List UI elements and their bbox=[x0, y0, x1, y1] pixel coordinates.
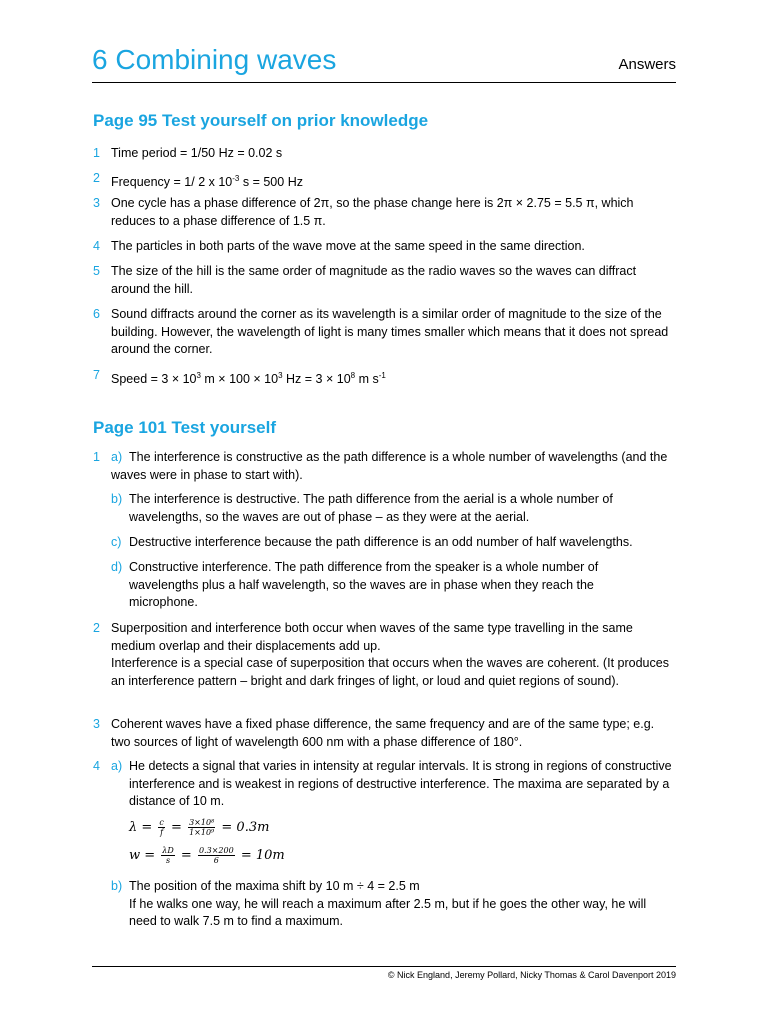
item-number: 6 bbox=[93, 307, 100, 321]
item-text: Superposition and interference both occur when waves of the same type travelling in the same medium overlap and their displacements add up. Interference is a special case of superposition that occurs when the waves are coherent. (It produces an interference pattern – bright and dark fringes of light, or loud and quiet regions of sound). bbox=[111, 621, 669, 688]
sub-label: a) bbox=[111, 759, 123, 773]
item-text: Destructive interference because the path difference is an odd number of half wavelengths. bbox=[129, 535, 633, 549]
item-text: One cycle has a phase difference of 2π, so the phase change here is 2π × 2.75 = 5.5 π, which reduces to a phase difference of 1.5 π. bbox=[111, 196, 634, 228]
sub-label: b) bbox=[111, 879, 123, 893]
section-heading-page95: Page 95 Test yourself on prior knowledge bbox=[93, 111, 429, 130]
item-text: Constructive interference. The path difference from the speaker is a whole number of wavelengths plus a half wavelength, so the waves are in phase when they reach the microphone. bbox=[129, 560, 599, 609]
footer-divider bbox=[92, 966, 676, 967]
chapter-title: 6 Combining waves bbox=[92, 44, 337, 75]
sub-label: a) bbox=[111, 450, 123, 464]
equation-fringe-width: w = $\frac{\lambda D}{s}$ = $\frac{0.3\times 200}{6}$ = 10m bbox=[129, 846, 285, 865]
equation-wavelength: λ = $\frac{c}{f}$ = $\frac{\text{3×10⁸}}{\text{1×10⁹}}$ = 0.3m bbox=[129, 818, 270, 837]
section-heading-page101: Page 101 Test yourself bbox=[93, 418, 276, 437]
item-number: 3 bbox=[93, 717, 100, 731]
item-number: 7 bbox=[93, 368, 100, 382]
sub-label: c) bbox=[111, 535, 122, 549]
item-number: 2 bbox=[93, 621, 100, 635]
item-text: The position of the maxima shift by 10 m ÷ 4 = 2.5 m If he walks one way, he will reach a maximum after 2.5 m, but if he goes the other way, he will need to walk 7.5 m to find a maximum. bbox=[129, 879, 647, 928]
sub-label: d) bbox=[111, 560, 123, 574]
item-number: 4 bbox=[93, 239, 100, 253]
sub-label: b) bbox=[111, 492, 123, 506]
item-number: 5 bbox=[93, 264, 100, 278]
item-number: 1 bbox=[93, 450, 100, 464]
item-text: The particles in both parts of the wave move at the same speed in the same direction. bbox=[111, 239, 585, 253]
item-text: He detects a signal that varies in intensity at regular intervals. It is strong in regions of constructive interference and is weakest in regions of destructive interference. The maxima are separated by a distance of 10 m. bbox=[129, 759, 672, 808]
fraction: $\frac{c}{f}$ bbox=[159, 818, 164, 837]
item-number: 4 bbox=[93, 759, 100, 773]
item-text: Time period = 1/50 Hz = 0.02 s bbox=[111, 146, 283, 160]
page-header bbox=[92, 40, 676, 83]
item-number: 1 bbox=[93, 146, 100, 160]
item-text: Speed = $3 \times 10^3$ $m \times 100 \times 10^3$ $Hz = 3 \times 10^8$ m $s^{-1}$ bbox=[111, 371, 386, 387]
answers-label: Answers bbox=[618, 56, 676, 73]
copyright-footer: © Nick England, Jeremy Pollard, Nicky Thomas & Carol Davenport 2019 bbox=[387, 970, 676, 980]
item-text: Coherent waves have a fixed phase difference, the same frequency and are of the same type; e.g. two sources of light of wavelength 600 nm with a phase difference of 180°. bbox=[111, 717, 655, 749]
item-text: The interference is destructive. The path difference from the aerial is a whole number of wavelengths, so the waves are out of phase – as they were at the aerial. bbox=[129, 492, 613, 524]
item-number: 2 bbox=[93, 171, 100, 185]
item-text: The size of the hill is the same order of magnitude as the radio waves so the waves can diffract around the hill. bbox=[111, 264, 637, 296]
item-number: 3 bbox=[93, 196, 100, 210]
item-text: Sound diffracts around the corner as its wavelength is a similar order of magnitude to the size of the building. However, the wavelength of light is many times smaller which means that it does not spread around the corner. bbox=[111, 307, 669, 356]
item-text: Frequency = 1/ 2 x $10^{-3}$ s = 500 Hz bbox=[111, 174, 303, 190]
fraction: $\frac{\text{3×10⁸}}{\text{1×10⁹}}$ bbox=[189, 818, 215, 837]
fraction: $\frac{\lambda D}{s}$ bbox=[162, 846, 174, 865]
fraction: $\frac{0.3\times 200}{6}$ bbox=[198, 846, 234, 865]
item-text: The interference is constructive as the path difference is a whole number of wavelengths (and the waves were in phase to start with). bbox=[111, 450, 668, 482]
